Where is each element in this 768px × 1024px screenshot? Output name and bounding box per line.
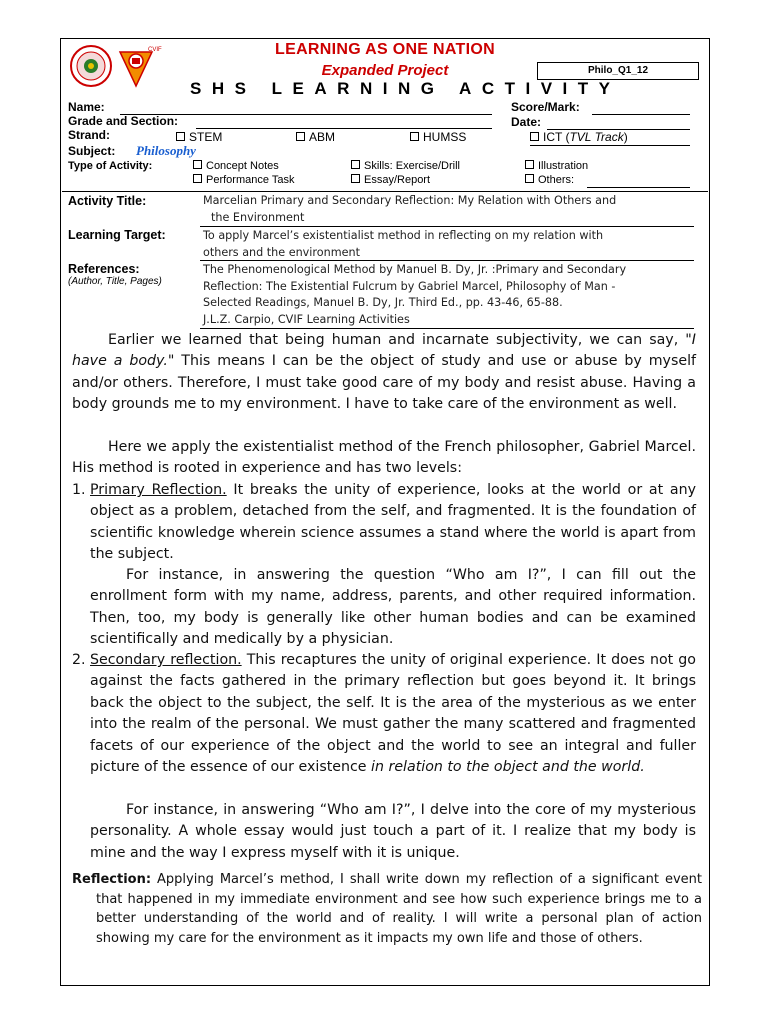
date-label: Date:: [511, 115, 542, 129]
type-option-performance-task[interactable]: Performance Task: [193, 174, 294, 186]
primary-reflection-item: Primary Reflection. It breaks the unity of experience, looks at the world or at any object as a problem, detached from the self, and fragmented. It is the foundation of scientific knowledge wherein science assumes a stand where the world is apart from the subject.: [90, 482, 696, 563]
name-label: Name:: [68, 100, 105, 114]
learning-target-value: To apply Marcel’s existentialist method in reflecting on my relation with others and the environment: [203, 229, 604, 259]
activity-title-label: Activity Title:: [68, 194, 147, 208]
activity-type-label: Type of Activity:: [68, 160, 153, 172]
section-divider: [62, 191, 708, 192]
strand-label: Strand:: [68, 128, 110, 142]
type-option-others[interactable]: Others:: [525, 174, 574, 186]
checkbox-icon: [351, 174, 360, 183]
item-1-number: 1.: [72, 482, 86, 498]
strand-option-stem[interactable]: STEM: [176, 130, 222, 144]
checkbox-icon: [525, 160, 534, 169]
strand-option-humss[interactable]: HUMSS: [410, 130, 466, 144]
checkbox-icon: [193, 174, 202, 183]
reflection-label: Reflection:: [72, 872, 152, 887]
division-seal-icon: [71, 46, 111, 86]
references-value: The Phenomenological Method by Manuel B. Dy, Jr. :Primary and Secondary Reflection: The Existential Fulcrum by Gabriel Marcel, Philosophy of Man - Selected Readings, Manuel B. Dy, Jr. Third Ed., pp. 43-46, 65-88. J.L.Z. Carpio, CVIF Learning Activities: [203, 263, 627, 326]
checkbox-icon: [351, 160, 360, 169]
subject-value: Philosophy: [136, 143, 196, 158]
score-field[interactable]: [592, 114, 690, 115]
grade-section-label: Grade and Section:: [68, 114, 179, 128]
secondary-reflection-example: For instance, in answering “Who am I?”, I delve into the core of my mysterious personality. A whole essay would just touch a part of it. I realize that my body is mine and the way I express myself with it is unique.: [90, 802, 696, 861]
checkbox-icon: [176, 132, 185, 141]
program-title: LEARNING AS ONE NATION: [275, 41, 495, 58]
checkbox-icon: [525, 174, 534, 183]
type-option-essay-report[interactable]: Essay/Report: [351, 174, 430, 186]
activity-title-underline: [200, 226, 694, 227]
type-option-concept-notes[interactable]: Concept Notes: [193, 160, 279, 172]
subject-label: Subject:: [68, 144, 116, 158]
paragraph-method: Here we apply the existentialist method of the French philosopher, Gabriel Marcel. His method is rooted in experience and has two levels:: [72, 439, 696, 477]
secondary-reflection-item: Secondary reflection. This recaptures the unity of original experience. It does not go against the facts gathered in the primary reflection but goes beyond it. It brings back the object to the subject, the self. It is the area of the mysterious as we enter into the realm of the personal. We must gather the many scattered and fragmented facets of our experience of the object and the world to see an integral and fuller picture of the essence of our existence in relation to the object and the world.: [90, 652, 696, 776]
learning-target-underline: [200, 260, 694, 261]
activity-code: Philo_Q1_12: [537, 62, 699, 80]
reflection-instructions: Reflection: Applying Marcel’s method, I shall write down my reflection of a significant event that happened in my immediate environment and see how such experience brings me to a better understanding of the world and of reality. I will write a personal plan of action showing my care for the environment as it impacts my own life and those of others.: [72, 872, 702, 947]
primary-reflection-example: For instance, in answering the question “Who am I?”, I can fill out the enrollment form with my name, address, parents, and other required information. Then, too, my body is generally like other human bodies and can be examined scientifically and medically by a physician.: [90, 567, 696, 648]
paragraph-intro: Earlier we learned that being human and incarnate subjectivity, we can say, "I have a body." This means I can be the object of study and use or abuse by myself and/or others. Therefore, I must take good care of my body and resist abuse. Having a body grounds me to my environment. I have to take care of the environment as well.: [72, 332, 697, 413]
references-label: References:: [68, 262, 140, 276]
others-field[interactable]: [587, 187, 690, 188]
type-option-illustration[interactable]: Illustration: [525, 160, 588, 172]
type-option-skills[interactable]: Skills: Exercise/Drill: [351, 160, 460, 172]
activity-title-value: Marcelian Primary and Secondary Reflection: My Relation with Others and the Environment: [203, 194, 617, 224]
item-2-number: 2.: [72, 652, 86, 668]
references-sublabel: (Author, Title, Pages): [68, 276, 162, 287]
learning-target-label: Learning Target:: [68, 228, 166, 242]
checkbox-icon: [530, 132, 539, 141]
checkbox-icon: [296, 132, 305, 141]
page-title: SHS LEARNING ACTIVITY: [190, 79, 621, 98]
checkbox-icon: [410, 132, 419, 141]
grade-section-field[interactable]: [196, 128, 492, 129]
checkbox-icon: [193, 160, 202, 169]
strand-option-abm[interactable]: ABM: [296, 130, 335, 144]
svg-text:CVIF: CVIF: [148, 47, 162, 53]
school-logos: [68, 42, 160, 90]
references-underline: [200, 328, 694, 329]
program-subtitle: Expanded Project: [321, 62, 449, 79]
ict-track-underline: [530, 145, 690, 146]
score-label: Score/Mark:: [511, 100, 580, 114]
strand-option-ict[interactable]: ICT (TVL Track): [530, 130, 628, 144]
